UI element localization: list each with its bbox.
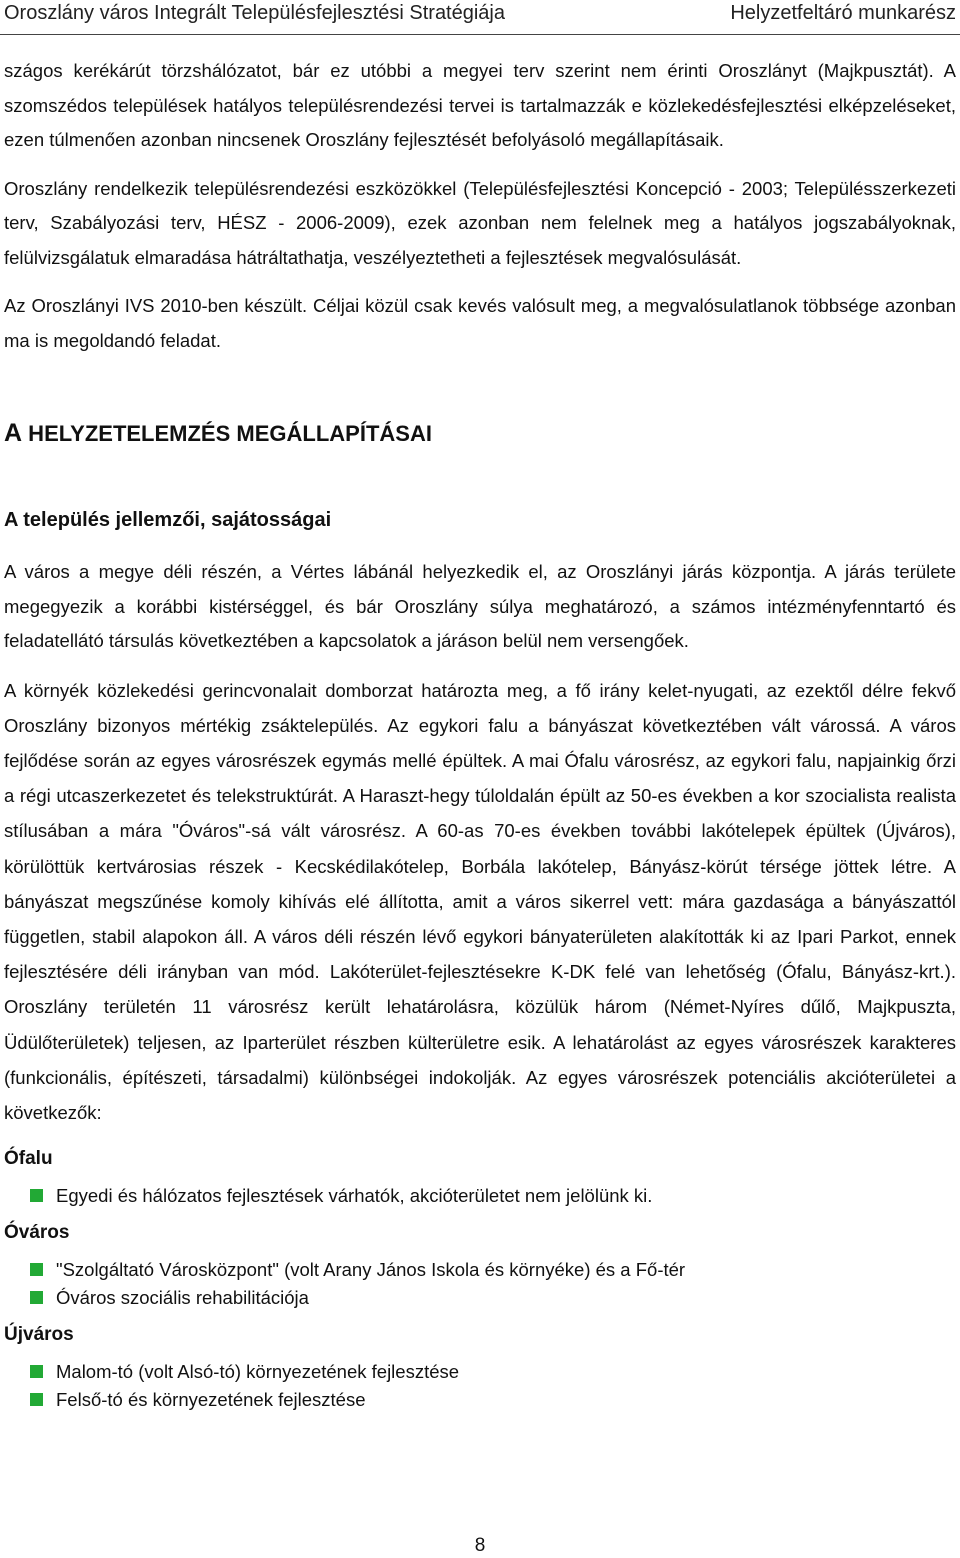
list-item-text: Felső-tó és környezetének fejlesztése — [56, 1389, 366, 1411]
subsection-heading: A település jellemzői, sajátosságai — [4, 509, 332, 531]
paragraph: A környék közlekedési gerincvonalait domborzat határozta meg, a fő irány kelet-nyugati, az ezektől délre fekvő Oroszlány bizonyos mértékig zsáktelepülés. Az egykori falu a bányászat következtében vált várossá. A város fejlődése során az egyes városrészek egymás mellé épültek. A mai Ófalu városrész, az egykori falu, napjainkig őrzi a régi utcaszerkezetet és telekstruktúrát. A Haraszt-hegy túloldalán épült az 50-es években a kor szocialista realista stílusában a mára "Óváros"-sá vált városrész. A 60-as 70-es években további lakótelepek épültek (Újváros), körülöttük kertvárosias részek - Kecskédilakótelep, Borbála lakótelep, Bányász-körút térsége jöttek létre. A bányászat megszűnése komoly kihívás elé állította, amit a város sikerrel vett: mára gazdasága a bányászattól független, stabil alapokon áll. A város déli részén lévő egykori bányaterületen alakították ki az Ipari Parkot, ennek fejlesztésére déli irányban van mód. Lakóterület-fejlesztésekre K-DK felé van lehetőség (Ófalu, Bányász-krt.). Oroszlány területén 11 városrész került lehatárolásra, közülük három (Német-Nyíres dűlő, Majkpuszta, Üdülőterületek) teljesen, az Iparterület részben külterületre esik. A lehatárolást az egyes városrészek karakteres (funkcionális, építészeti, társadalmi) különbségei indokolják. Az egyes városrészek potenciális akcióterületei a következők: — [4, 679, 956, 1123]
header-document-title: Oroszlány város Integrált Településfejlesztési Stratégiája — [4, 2, 505, 24]
action-area-list — [4, 1256, 956, 1312]
paragraph: A város a megye déli részén, a Vértes lábánál helyezkedik el, az Oroszlányi járás központja. A járás területe megegyezik a korábbi kistérséggel, és bár Oroszlány súlya meghatározó, a számos intézményfenntartó és feladatellátó társulás következtében a kapcsolatok a járáson belül nem versengőek. — [4, 561, 956, 651]
paragraph: szágos kerékárút törzshálózatot, bár ez utóbbi a megyei terv szerint nem érinti Oroszlányt (Majkpusztát). A szomszédos települések hatályos településrendezési tervei is tartalmazzák e közlekedésfejlesztési elképzeléseket, ezen túlmenően azonban nincsenek Oroszlány fejlesztését befolyásoló megállapításaik. — [4, 60, 956, 150]
district-name: Ófalu — [4, 1148, 53, 1170]
square-bullet-icon — [30, 1393, 43, 1406]
header-section-title: Helyzetfeltáró munkarész — [730, 2, 956, 24]
page-content — [4, 54, 956, 1422]
list-item-text: "Szolgáltató Városközpont" (volt Arany János Iskola és környéke) és a Fő-tér — [56, 1259, 686, 1281]
list-item-text: Malom-tó (volt Alsó-tó) környezetének fejlesztése — [56, 1361, 460, 1383]
list-item — [56, 1358, 956, 1386]
action-area-list — [4, 1182, 956, 1210]
list-item-text: Egyedi és hálózatos fejlesztések várhatók, akcióterületet nem jelölünk ki. — [56, 1185, 653, 1207]
district-name: Óváros — [4, 1222, 70, 1244]
list-item — [56, 1256, 956, 1284]
list-item — [56, 1182, 956, 1210]
list-item — [56, 1284, 956, 1312]
square-bullet-icon — [30, 1291, 43, 1304]
square-bullet-icon — [30, 1365, 43, 1378]
square-bullet-icon — [30, 1189, 43, 1202]
district-list — [4, 1144, 956, 1414]
action-area-list — [4, 1358, 956, 1414]
square-bullet-icon — [30, 1263, 43, 1276]
heading-rest: HELYZETELEMZÉS MEGÁLLAPÍTÁSAI — [22, 421, 432, 446]
page-number: 8 — [474, 1535, 486, 1556]
paragraph: Oroszlány rendelkezik településrendezési eszközökkel (Településfejlesztési Koncepció - 2003; Településszerkezeti terv, Szabályozási terv, HÉSZ - 2006-2009), ezek azonban nem felelnek meg a hatályos jogszabályoknak, felülvizsgálatuk elmaradása hátráltathatja, veszélyeztetheti a fejlesztések megvalósulását. — [4, 177, 956, 268]
heading-initial: A — [4, 419, 23, 447]
district-name: Újváros — [4, 1324, 74, 1346]
section-heading — [4, 418, 956, 449]
list-item — [56, 1386, 956, 1414]
running-header — [0, 0, 960, 35]
list-item-text: Óváros szociális rehabilitációja — [56, 1287, 309, 1309]
paragraph: Az Oroszlányi IVS 2010-ben készült. Céljai közül csak kevés valósult meg, a megvalósulatlanok többsége azonban ma is megoldandó feladat. — [4, 295, 956, 351]
